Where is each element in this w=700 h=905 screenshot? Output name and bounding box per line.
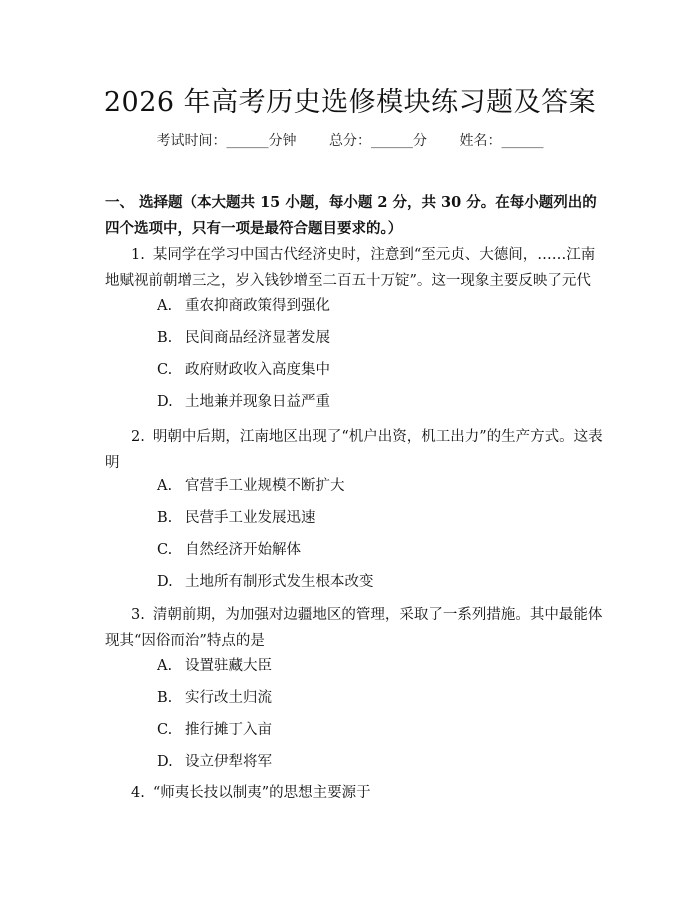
option-label: D. — [157, 754, 173, 770]
exam-meta — [0, 130, 700, 150]
question-number: 4. — [131, 785, 145, 801]
option-label: A. — [157, 298, 173, 314]
question-2-option-c — [157, 540, 301, 560]
option-label: A. — [157, 478, 173, 494]
question-4 — [105, 780, 605, 806]
question-1-option-a — [157, 296, 330, 316]
option-text: 土地兼并现象日益严重 — [185, 394, 330, 410]
option-text: 推行摊丁入亩 — [185, 722, 272, 738]
question-number: 3. — [131, 607, 145, 623]
page-title: 2026 年高考历史选修模块练习题及答案 — [103, 87, 597, 118]
option-text: 实行改土归流 — [185, 690, 272, 706]
student-name-field: 姓名：______ — [459, 133, 544, 149]
option-label: B. — [157, 690, 173, 706]
question-text: 清朝前期，为加强对边疆地区的管理，采取了一系列措施。其中最能体现其“因俗而治”特点的是 — [105, 607, 603, 649]
option-text: 政府财政收入高度集中 — [185, 362, 330, 378]
question-3-option-a — [157, 656, 272, 676]
option-label: C. — [157, 722, 173, 738]
question-1 — [105, 242, 605, 294]
exam-time-field: 考试时间：______分钟 — [156, 133, 297, 149]
question-2-option-d — [157, 572, 374, 592]
option-text: 民营手工业发展迅速 — [185, 510, 316, 526]
question-1-option-c — [157, 360, 330, 380]
option-text: 自然经济开始解体 — [185, 542, 301, 558]
option-text: 设置驻藏大臣 — [185, 658, 272, 674]
option-label: C. — [157, 362, 173, 378]
question-text: 明朝中后期，江南地区出现了“机户出资，机工出力”的生产方式。这表明 — [105, 429, 603, 471]
question-2-option-a — [157, 476, 345, 496]
option-label: B. — [157, 510, 173, 526]
question-3-option-c — [157, 720, 272, 740]
question-3-option-d — [157, 752, 272, 772]
option-label: B. — [157, 330, 173, 346]
option-label: D. — [157, 394, 173, 410]
question-1-option-d — [157, 392, 330, 412]
option-text: 民间商品经济显著发展 — [185, 330, 330, 346]
question-2-option-b — [157, 508, 316, 528]
question-3 — [105, 602, 605, 654]
question-text: 某同学在学习中国古代经济史时，注意到“至元贞、大德间，……江南地赋视前朝增三之，岁入钱钞增至二百五十万锭”。这一现象主要反映了元代 — [105, 247, 596, 289]
option-label: C. — [157, 542, 173, 558]
question-3-option-b — [157, 688, 272, 708]
question-number: 2. — [131, 429, 145, 445]
option-text: 设立伊犁将军 — [185, 754, 272, 770]
question-text: “师夷长技以制夷”的思想主要源于 — [152, 785, 371, 801]
option-text: 官营手工业规模不断扩大 — [185, 478, 345, 494]
question-2 — [105, 424, 605, 476]
section-heading: 一、 选择题（本大题共 15 小题，每小题 2 分，共 30 分。在每小题列出的四个选项中，只有一项是最符合题目要求的。） — [105, 194, 597, 237]
question-number: 1. — [131, 247, 145, 263]
option-label: A. — [157, 658, 173, 674]
option-label: D. — [157, 574, 173, 590]
option-text: 土地所有制形式发生根本改变 — [185, 574, 374, 590]
question-1-option-b — [157, 328, 330, 348]
option-text: 重农抑商政策得到强化 — [185, 298, 330, 314]
total-score-field: 总分：______分 — [329, 133, 427, 149]
